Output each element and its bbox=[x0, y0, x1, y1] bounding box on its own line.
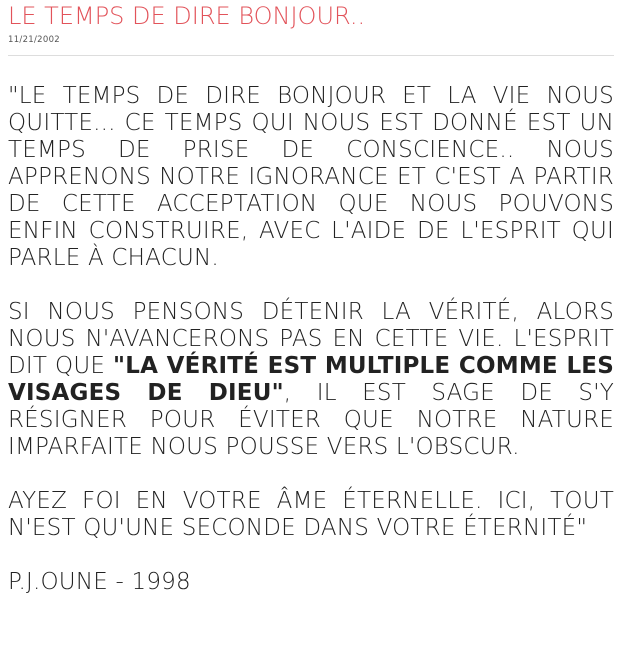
paragraph-2-text-before: SI NOUS PENSONS DÉTENIR LA VÉRITÉ, ALORS NOUS N'AVANCERONS PAS EN CETTE VIE. L'ESPRIT DIT QUE bbox=[8, 299, 614, 379]
blog-post bbox=[8, 0, 614, 596]
paragraph-2-bold-quote: "LA VÉRITÉ EST MULTIPLE COMME LES VISAGES DE DIEU" bbox=[8, 353, 614, 406]
post-title[interactable]: LE TEMPS DE DIRE BONJOUR.. bbox=[8, 2, 366, 30]
paragraph-1: "LE TEMPS DE DIRE BONJOUR ET LA VIE NOUS QUITTE... CE TEMPS QUI NOUS EST DONNÉ EST UN TEMPS DE PRISE DE CONSCIENCE.. NOUS APPRENONS NOTRE IGNORANCE ET C'EST A PARTIR DE CETTE ACCEPTATION QUE NOUS POUVONS ENFIN CONSTRUIRE, AVEC L'AIDE DE L'ESPRIT QUI PARLE À CHACUN. bbox=[8, 83, 614, 271]
paragraph-3: AYEZ FOI EN VOTRE ÂME ÉTERNELLE. ICI, TOUT N'EST QU'UNE SECONDE DANS VOTRE ÉTERNITÉ" bbox=[8, 488, 614, 541]
post-body bbox=[8, 83, 614, 596]
post-date: 11/21/2002 bbox=[8, 35, 60, 45]
paragraph-2-text-after: , IL EST SAGE DE S'Y RÉSIGNER POUR ÉVITER QUE NOTRE NATURE IMPARFAITE NOUS POUSSE VERS L'OBSCUR. bbox=[8, 380, 614, 460]
paragraph-2 bbox=[8, 299, 614, 461]
title-divider bbox=[8, 55, 614, 56]
post-signature: P.J.OUNE - 1998 bbox=[8, 569, 191, 595]
